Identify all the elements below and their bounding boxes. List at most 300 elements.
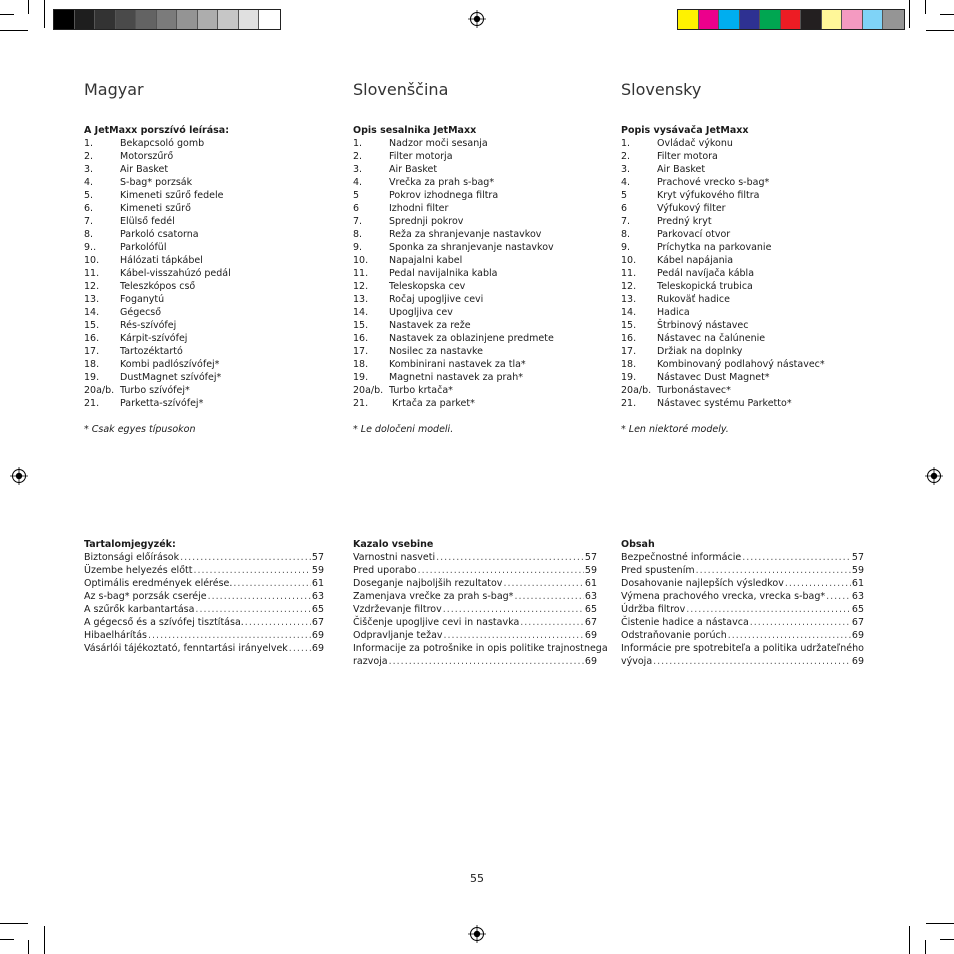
item-number: 21. bbox=[84, 398, 100, 409]
footnote: * Len niektoré modely. bbox=[621, 424, 729, 435]
item-number: 7. bbox=[621, 216, 631, 227]
toc-entry bbox=[353, 655, 597, 668]
item-label: Parketta-szívófej* bbox=[120, 398, 204, 409]
toc-entry-title: A szűrők karbantartása bbox=[84, 604, 195, 615]
list-item bbox=[621, 319, 861, 332]
item-number: 18. bbox=[84, 359, 100, 370]
item-number: 18. bbox=[353, 359, 369, 370]
list-item bbox=[84, 150, 324, 163]
item-label: Kryt výfukového filtra bbox=[657, 190, 760, 201]
toc-entry bbox=[84, 551, 324, 564]
toc-entry-page: 61 bbox=[584, 578, 597, 589]
toc-entry-title: Vásárlói tájékoztató, fenntartási irányelvek bbox=[84, 643, 288, 654]
item-label: Sponka za shranjevanje nastavkov bbox=[389, 242, 554, 253]
list-item bbox=[84, 345, 324, 358]
item-label: Kombinirani nastavek za tla* bbox=[389, 359, 526, 370]
item-label: Prachové vrecko s-bag* bbox=[657, 177, 770, 188]
toc-entry bbox=[621, 629, 864, 642]
color-swatch bbox=[842, 10, 863, 29]
color-swatch bbox=[198, 10, 219, 29]
item-label: Výfukový filter bbox=[657, 203, 726, 214]
list-item bbox=[353, 150, 593, 163]
list-item bbox=[84, 397, 324, 410]
toc-leader-dots bbox=[148, 629, 311, 642]
toc-entry-page: 59 bbox=[851, 565, 864, 576]
toc-title: Tartalomjegyzék: bbox=[84, 539, 176, 550]
color-swatch bbox=[116, 10, 137, 29]
toc-entry-title: Hibaelhárítás bbox=[84, 630, 148, 641]
list-item bbox=[84, 306, 324, 319]
list-item bbox=[353, 358, 593, 371]
item-label: Napajalni kabel bbox=[389, 255, 463, 266]
toc-leader-dots bbox=[389, 655, 584, 668]
item-number: 3. bbox=[621, 164, 631, 175]
item-number: 9. bbox=[621, 242, 631, 253]
item-label: Ročaj upogljive cevi bbox=[389, 294, 484, 305]
item-label: Krtača za parket* bbox=[389, 398, 475, 409]
list-item bbox=[84, 176, 324, 189]
item-number: 15. bbox=[621, 320, 637, 331]
toc-entry-title: A gégecső és a szívófej tisztítása. bbox=[84, 617, 244, 628]
toc-entry-page: 67 bbox=[851, 617, 864, 628]
item-number: 14. bbox=[621, 307, 637, 318]
list-item bbox=[621, 150, 861, 163]
item-label: Bekapcsoló gomb bbox=[120, 138, 205, 149]
toc-leader-dots bbox=[208, 590, 311, 603]
color-swatch bbox=[740, 10, 761, 29]
item-number: 17. bbox=[353, 346, 369, 357]
item-number: 8. bbox=[353, 229, 363, 240]
toc-entry bbox=[353, 577, 597, 590]
item-label: Sprednji pokrov bbox=[389, 216, 464, 227]
item-label: Príchytka na parkovanie bbox=[657, 242, 772, 253]
toc-entry-title: Az s-bag* porzsák cseréje bbox=[84, 591, 207, 602]
toc-leader-dots bbox=[436, 551, 584, 564]
color-swatch bbox=[95, 10, 116, 29]
list-item bbox=[621, 397, 861, 410]
toc-leader-dots bbox=[750, 616, 851, 629]
item-label: Držiak na doplnky bbox=[657, 346, 743, 357]
toc-entry-page: 57 bbox=[851, 552, 864, 563]
color-swatch bbox=[157, 10, 178, 29]
toc-entry-page: 57 bbox=[584, 552, 597, 563]
item-number: 3. bbox=[353, 164, 363, 175]
list-item bbox=[84, 202, 324, 215]
list-item bbox=[353, 345, 593, 358]
item-number: 8. bbox=[621, 229, 631, 240]
item-number: 2. bbox=[621, 151, 631, 162]
language-heading: Slovenščina bbox=[353, 80, 449, 99]
list-item bbox=[84, 293, 324, 306]
table-of-contents bbox=[621, 538, 864, 668]
item-number: 6. bbox=[84, 203, 94, 214]
item-number: 13. bbox=[353, 294, 369, 305]
color-swatch bbox=[54, 10, 75, 29]
footnote: * Csak egyes típusokon bbox=[84, 424, 196, 435]
list-item bbox=[353, 189, 593, 202]
list-item bbox=[621, 137, 861, 150]
item-number: 6 bbox=[621, 203, 628, 214]
toc-title: Obsah bbox=[621, 539, 655, 550]
list-item bbox=[353, 280, 593, 293]
page-number: 55 bbox=[470, 872, 484, 885]
toc-leader-dots bbox=[195, 603, 310, 616]
item-number: 1. bbox=[84, 138, 94, 149]
parts-title: Popis vysávača JetMaxx bbox=[621, 125, 749, 136]
toc-entry-page: 69 bbox=[584, 656, 597, 667]
list-item bbox=[621, 241, 861, 254]
toc-leader-dots bbox=[233, 577, 311, 590]
toc-entry bbox=[621, 603, 864, 616]
list-item bbox=[621, 345, 861, 358]
item-label: Kimeneti szűrő bbox=[120, 203, 191, 214]
item-label: Kábel-visszahúzó pedál bbox=[120, 268, 231, 279]
item-label: Kábel napájania bbox=[657, 255, 734, 266]
item-label: Parkovací otvor bbox=[657, 229, 731, 240]
color-swatch bbox=[801, 10, 822, 29]
toc-entry-page: 59 bbox=[584, 565, 597, 576]
toc-entry-title: vývoja bbox=[621, 656, 653, 667]
toc-leader-dots bbox=[245, 616, 311, 629]
parts-list bbox=[353, 124, 593, 436]
item-label: Air Basket bbox=[120, 164, 169, 175]
list-item bbox=[353, 384, 593, 397]
item-label: Nástavec systému Parketto* bbox=[657, 398, 792, 409]
list-item bbox=[353, 397, 593, 410]
item-number: 6 bbox=[353, 203, 360, 214]
item-label: Pedal navijalnika kabla bbox=[389, 268, 498, 279]
grayscale-color-bar bbox=[53, 9, 281, 30]
item-number: 10. bbox=[621, 255, 637, 266]
toc-leader-dots bbox=[443, 603, 584, 616]
item-number: 15. bbox=[353, 320, 369, 331]
toc-entry-title: Čiščenje upogljive cevi in nastavka bbox=[353, 617, 520, 628]
item-number: 2. bbox=[353, 151, 363, 162]
item-number: 18. bbox=[621, 359, 637, 370]
toc-entry-page: 63 bbox=[851, 591, 864, 602]
toc-entry-title: Odstraňovanie porúch bbox=[621, 630, 727, 641]
item-label: Hadica bbox=[657, 307, 690, 318]
list-item bbox=[353, 371, 593, 384]
toc-entry bbox=[84, 577, 324, 590]
item-label: Nastavek za reže bbox=[389, 320, 471, 331]
toc-entry-title: Varnostni nasveti bbox=[353, 552, 436, 563]
toc-leader-dots bbox=[826, 590, 851, 603]
item-label: Pokrov izhodnega filtra bbox=[389, 190, 499, 201]
toc-leader-dots bbox=[686, 603, 851, 616]
toc-entry bbox=[621, 551, 864, 564]
item-label: Rés-szívófej bbox=[120, 320, 177, 331]
item-number: 5. bbox=[84, 190, 94, 201]
list-item bbox=[353, 215, 593, 228]
item-label: Upogljiva cev bbox=[389, 307, 453, 318]
toc-entry-title: razvoja bbox=[353, 656, 388, 667]
toc-entry bbox=[353, 590, 597, 603]
toc-entry-title: Zamenjava vrečke za prah s-bag* bbox=[353, 591, 514, 602]
parts-list bbox=[84, 124, 324, 436]
registration-mark-icon bbox=[10, 467, 28, 485]
list-item bbox=[84, 332, 324, 345]
item-label: Nosilec za nastavke bbox=[389, 346, 484, 357]
item-label: Air Basket bbox=[657, 164, 706, 175]
item-label: Turbonástavec* bbox=[657, 385, 731, 396]
list-item bbox=[353, 228, 593, 241]
item-label: Predný kryt bbox=[657, 216, 712, 227]
item-number: 7. bbox=[353, 216, 363, 227]
color-swatch bbox=[719, 10, 740, 29]
toc-entry bbox=[621, 655, 864, 668]
list-item bbox=[353, 202, 593, 215]
item-label: Kombinovaný podlahový nástavec* bbox=[657, 359, 825, 370]
color-swatch bbox=[259, 10, 280, 29]
item-number: 19. bbox=[621, 372, 637, 383]
item-label: Parkoló csatorna bbox=[120, 229, 199, 240]
item-number: 9. bbox=[353, 242, 363, 253]
toc-entry-page: 65 bbox=[851, 604, 864, 615]
item-number: 4. bbox=[621, 177, 631, 188]
list-item bbox=[621, 280, 861, 293]
item-label: Gégecső bbox=[120, 307, 162, 318]
color-swatch bbox=[883, 10, 904, 29]
list-item bbox=[84, 358, 324, 371]
footnote: * Le določeni modeli. bbox=[353, 424, 454, 435]
toc-leader-dots bbox=[503, 577, 583, 590]
toc-entry bbox=[353, 564, 597, 577]
item-number: 4. bbox=[84, 177, 94, 188]
color-swatch bbox=[75, 10, 96, 29]
list-item bbox=[353, 319, 593, 332]
toc-entry bbox=[621, 590, 864, 603]
item-label: Pedál navíjača kábla bbox=[657, 268, 755, 279]
toc-leader-dots bbox=[289, 642, 311, 655]
toc-entry-title: Informacije za potrošnike in opis politike trajnostnega bbox=[353, 643, 608, 654]
list-item bbox=[84, 319, 324, 332]
toc-entry bbox=[353, 616, 597, 629]
list-item bbox=[621, 384, 861, 397]
parts-title: A JetMaxx porszívó leírása: bbox=[84, 125, 230, 136]
color-swatch bbox=[678, 10, 699, 29]
item-number: 11. bbox=[84, 268, 100, 279]
item-label: Elülső fedél bbox=[120, 216, 175, 227]
list-item bbox=[621, 293, 861, 306]
item-label: Turbo krtača* bbox=[389, 385, 453, 396]
toc-entry bbox=[621, 616, 864, 629]
toc-entry-title: Pred spustením bbox=[621, 565, 695, 576]
item-number: 21. bbox=[621, 398, 637, 409]
process-color-bar bbox=[677, 9, 905, 30]
item-number: 11. bbox=[621, 268, 637, 279]
list-item bbox=[621, 332, 861, 345]
toc-leader-dots bbox=[742, 551, 851, 564]
list-item bbox=[84, 189, 324, 202]
color-swatch bbox=[781, 10, 802, 29]
registration-mark-icon bbox=[468, 10, 486, 28]
list-item bbox=[84, 228, 324, 241]
toc-entry-page: 69 bbox=[584, 630, 597, 641]
item-number: 9.. bbox=[84, 242, 97, 253]
item-label: Nástavec Dust Magnet* bbox=[657, 372, 770, 383]
toc-entry-title: Üzembe helyezés előtt bbox=[84, 565, 193, 576]
toc-leader-dots bbox=[180, 551, 311, 564]
toc-entry-title: Vzdrževanje filtrov bbox=[353, 604, 442, 615]
toc-entry bbox=[621, 564, 864, 577]
item-number: 12. bbox=[84, 281, 100, 292]
item-number: 1. bbox=[621, 138, 631, 149]
item-label: DustMagnet szívófej* bbox=[120, 372, 222, 383]
item-number: 5 bbox=[621, 190, 628, 201]
parts-list bbox=[621, 124, 861, 436]
list-item bbox=[353, 293, 593, 306]
toc-entry-title: Doseganje najboljših rezultatov bbox=[353, 578, 503, 589]
list-item bbox=[621, 306, 861, 319]
item-label: Magnetni nastavek za prah* bbox=[389, 372, 524, 383]
item-label: Kombi padlószívófej* bbox=[120, 359, 220, 370]
list-item bbox=[621, 371, 861, 384]
toc-leader-dots bbox=[728, 629, 851, 642]
item-number: 11. bbox=[353, 268, 369, 279]
item-number: 20a/b. bbox=[84, 385, 115, 396]
list-item bbox=[353, 267, 593, 280]
list-item bbox=[621, 228, 861, 241]
toc-entry bbox=[353, 603, 597, 616]
item-number: 2. bbox=[84, 151, 94, 162]
toc-entry-title: Bezpečnostné informácie bbox=[621, 552, 742, 563]
toc-entry bbox=[84, 590, 324, 603]
item-label: Tartozéktartó bbox=[120, 346, 183, 357]
list-item bbox=[84, 267, 324, 280]
toc-entry-title: Čistenie hadice a nástavca bbox=[621, 617, 749, 628]
list-item bbox=[621, 202, 861, 215]
toc-entry bbox=[84, 603, 324, 616]
item-label: Filter motorja bbox=[389, 151, 453, 162]
item-label: Parkolófül bbox=[120, 242, 167, 253]
toc-title: Kazalo vsebine bbox=[353, 539, 434, 550]
item-number: 8. bbox=[84, 229, 94, 240]
color-swatch bbox=[239, 10, 260, 29]
item-number: 13. bbox=[84, 294, 100, 305]
item-label: Air Basket bbox=[389, 164, 438, 175]
list-item bbox=[84, 254, 324, 267]
color-swatch bbox=[699, 10, 720, 29]
item-number: 20a/b. bbox=[621, 385, 652, 396]
item-number: 16. bbox=[84, 333, 100, 344]
toc-entry-page: 65 bbox=[584, 604, 597, 615]
registration-mark-icon bbox=[468, 925, 486, 943]
toc-entry-title: Optimális eredmények elérése. bbox=[84, 578, 233, 589]
toc-entry-title: Odpravljanje težav bbox=[353, 630, 443, 641]
item-number: 19. bbox=[353, 372, 369, 383]
toc-leader-dots bbox=[418, 564, 584, 577]
registration-mark-icon bbox=[925, 467, 943, 485]
list-item bbox=[621, 267, 861, 280]
toc-entry-page: 61 bbox=[311, 578, 324, 589]
item-label: Hálózati tápkábel bbox=[120, 255, 203, 266]
toc-entry-page: 69 bbox=[311, 643, 324, 654]
item-label: Kimeneti szűrő fedele bbox=[120, 190, 224, 201]
item-number: 17. bbox=[621, 346, 637, 357]
toc-entry-title: Dosahovanie najlepších výsledkov bbox=[621, 578, 784, 589]
item-number: 16. bbox=[353, 333, 369, 344]
toc-entry-page: 65 bbox=[311, 604, 324, 615]
list-item bbox=[353, 241, 593, 254]
item-number: 4. bbox=[353, 177, 363, 188]
item-label: Foganytú bbox=[120, 294, 165, 305]
list-item bbox=[84, 137, 324, 150]
language-heading: Magyar bbox=[84, 80, 144, 99]
list-item bbox=[353, 254, 593, 267]
table-of-contents bbox=[353, 538, 608, 668]
item-label: Nastavek za oblazinjene predmete bbox=[389, 333, 554, 344]
item-number: 21. bbox=[353, 398, 369, 409]
item-label: Teleskopická trubica bbox=[657, 281, 753, 292]
item-number: 15. bbox=[84, 320, 100, 331]
item-number: 12. bbox=[621, 281, 637, 292]
toc-leader-dots bbox=[444, 629, 584, 642]
item-number: 10. bbox=[353, 255, 369, 266]
toc-entry bbox=[353, 551, 597, 564]
toc-leader-dots bbox=[520, 616, 584, 629]
list-item bbox=[84, 280, 324, 293]
toc-leader-dots bbox=[193, 564, 310, 577]
item-number: 14. bbox=[84, 307, 100, 318]
list-item bbox=[84, 215, 324, 228]
toc-entry-title: Informácie pre spotrebiteľa a politika udržateľného bbox=[621, 643, 864, 654]
item-label: Reža za shranjevanje nastavkov bbox=[389, 229, 542, 240]
toc-entry-page: 61 bbox=[851, 578, 864, 589]
item-number: 12. bbox=[353, 281, 369, 292]
list-item bbox=[353, 137, 593, 150]
item-label: Teleszkópos cső bbox=[120, 281, 196, 292]
item-label: Izhodni filter bbox=[389, 203, 449, 214]
toc-entry bbox=[84, 616, 324, 629]
toc-leader-dots bbox=[785, 577, 851, 590]
item-number: 10. bbox=[84, 255, 100, 266]
toc-leader-dots bbox=[653, 655, 851, 668]
item-label: Turbo szívófej* bbox=[120, 385, 190, 396]
color-swatch bbox=[177, 10, 198, 29]
toc-entry-page: 69 bbox=[311, 630, 324, 641]
color-swatch bbox=[218, 10, 239, 29]
item-label: Štrbinový nástavec bbox=[657, 320, 749, 331]
list-item bbox=[84, 384, 324, 397]
toc-entry bbox=[84, 564, 324, 577]
item-number: 16. bbox=[621, 333, 637, 344]
toc-entry-title: Výmena prachového vrecka, vrecka s-bag* bbox=[621, 591, 826, 602]
item-number: 14. bbox=[353, 307, 369, 318]
toc-entry bbox=[621, 577, 864, 590]
item-label: Teleskopska cev bbox=[389, 281, 466, 292]
toc-entry-page: 67 bbox=[311, 617, 324, 628]
color-swatch bbox=[136, 10, 157, 29]
toc-entry-page: 63 bbox=[311, 591, 324, 602]
color-swatch bbox=[760, 10, 781, 29]
item-number: 20a/b. bbox=[353, 385, 384, 396]
item-number: 19. bbox=[84, 372, 100, 383]
color-swatch bbox=[822, 10, 843, 29]
list-item bbox=[353, 163, 593, 176]
toc-leader-dots bbox=[696, 564, 851, 577]
toc-entry-page: 69 bbox=[851, 630, 864, 641]
list-item bbox=[621, 254, 861, 267]
item-number: 5 bbox=[353, 190, 360, 201]
item-number: 17. bbox=[84, 346, 100, 357]
language-heading: Slovensky bbox=[621, 80, 702, 99]
toc-entry-title: Pred uporabo bbox=[353, 565, 417, 576]
item-label: Rukoväť hadice bbox=[657, 294, 730, 305]
parts-title: Opis sesalnika JetMaxx bbox=[353, 125, 477, 136]
toc-entry-title: Údržba filtrov bbox=[621, 604, 686, 615]
item-label: Kárpit-szívófej bbox=[120, 333, 188, 344]
